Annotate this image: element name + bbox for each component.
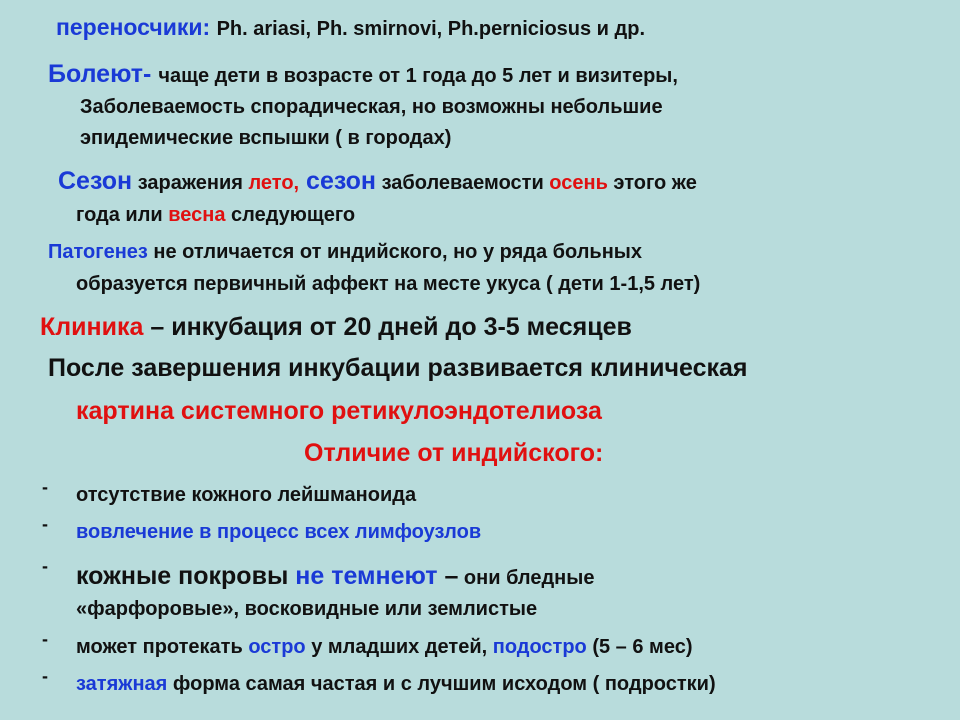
- reticulo-line: картина системного ретикулоэндотелиоза: [76, 397, 602, 425]
- bullet-4: может протекать остро у младших детей, подостро (5 – 6 мес): [76, 636, 693, 658]
- patients-line: [48, 62, 678, 87]
- season-line-2: года или весна следующего: [76, 204, 356, 226]
- bullet-5: затяжная форма самая частая и с лучшим исходом ( подростки): [76, 673, 716, 695]
- clinic-label: Клиника: [40, 313, 144, 341]
- vectors-label: переносчики:: [56, 14, 217, 40]
- season-label: Сезон: [58, 167, 133, 195]
- vectors-line: [56, 16, 645, 39]
- vectors-species: Ph. ariasi, Ph. smirnovi, Ph.perniciosus и др.: [216, 18, 645, 40]
- bullet-1: отсутствие кожного лейшманоида: [76, 484, 417, 506]
- pathogenesis-line: Патогенез не отличается от индийского, но у ряда больных: [48, 241, 642, 263]
- bullet-dash-5: -: [42, 666, 48, 686]
- bullet-dash-2: -: [42, 514, 48, 534]
- differences-heading: Отличие от индийского:: [304, 439, 604, 467]
- patients-text: чаще дети в возрасте от 1 года до 5 лет и визитеры,: [158, 65, 678, 87]
- outbreak-line: эпидемические вспышки ( в городах): [80, 127, 452, 149]
- bullet-dash-4: -: [42, 629, 48, 649]
- season-line: Сезон заражения лето, сезон заболеваемости осень этого же: [58, 167, 697, 195]
- bullet-dash-1: -: [42, 477, 48, 497]
- primary-affect-line: образуется первичный аффект на месте укуса ( дети 1-1,5 лет): [76, 273, 701, 295]
- bullet-3-cont: «фарфоровые», восковидные или землистые: [76, 598, 538, 620]
- bullet-2: вовлечение в процесс всех лимфоузлов: [76, 521, 482, 543]
- after-incubation-line: После завершения инкубации развивается клиническая: [48, 354, 748, 382]
- incidence-line: Заболеваемость спорадическая, но возможны небольшие: [80, 96, 663, 118]
- clinic-line: Клиника – инкубация от 20 дней до 3-5 месяцев: [40, 313, 632, 341]
- bullet-3: кожные покровы не темнеют – они бледные: [76, 562, 595, 590]
- pathogenesis-label: Патогенез: [48, 241, 148, 263]
- patients-label: Болеют-: [48, 60, 159, 88]
- bullet-dash-3: -: [42, 556, 48, 576]
